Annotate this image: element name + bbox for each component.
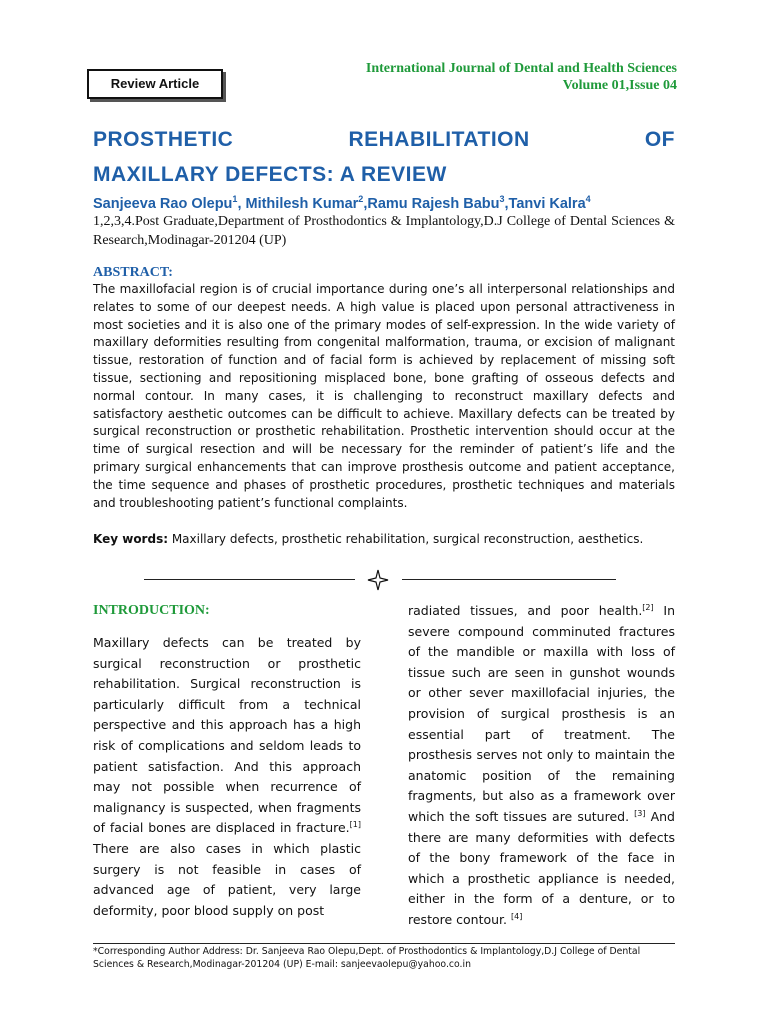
author-affiliation: 1,2,3,4.Post Graduate,Department of Prosthodontics & Implantology,D.J College of Dental Sciences & Research,Modinagar-201204 (UP)	[93, 214, 675, 248]
intro-text: radiated tissues, and poor health.	[408, 603, 643, 618]
title-word: PROSTHETIC	[93, 128, 234, 151]
intro-text: Maxillary defects can be treated by surgical reconstruction or prosthetic rehabilitation. Surgical reconstruction is particularly difficult from a technical perspective and this approach has a high risk of complications and seldom leads to patient satisfaction. And this approach may not possible when recurrence of malignancy is suspected, when fragments of facial bones are displaced in fracture.	[93, 635, 361, 836]
separator-line-left	[144, 579, 355, 580]
author-separator: ,	[363, 195, 368, 212]
introduction-heading: INTRODUCTION:	[93, 603, 210, 618]
paper-title-line2: MAXILLARY DEFECTS: A REVIEW	[93, 163, 447, 186]
corresponding-author-footnote: *Corresponding Author Address: Dr. Sanjeeva Rao Olepu,Dept. of Prosthodontics & Implantology,D.J College of Dental Sciences & Research,Modinagar-201204 (UP) E-mail: sanjeevaolepu@yahoo.co.in	[93, 946, 641, 970]
footnote-rule	[93, 943, 675, 944]
author-name: Sanjeeva Rao Olepu	[93, 195, 233, 212]
author-name: Mithilesh Kumar	[245, 195, 359, 212]
author-affil-mark: 2	[358, 194, 364, 204]
intro-column-right	[408, 601, 675, 931]
intro-column-left	[93, 633, 361, 921]
citation-ref: [1]	[349, 820, 361, 830]
journal-header	[366, 60, 677, 94]
keywords-text: Maxillary defects, prosthetic rehabilitation, surgical reconstruction, aesthetics.	[168, 532, 644, 546]
volume-issue: Volume 01,Issue 04	[562, 78, 677, 93]
paper-title-line1	[93, 128, 675, 152]
abstract-text: The maxillofacial region is of crucial importance during one’s all interpersonal relationships and relates to some of our deepest needs. A high value is placed upon personal attractiveness in most societies and it is also one of the primary modes of self-expression. In the wide variety of maxillary deformities resulting from congenital malformation, trauma, or excision of malignant tissue, restoration of function and of facial form is achieved by replacement of missing soft tissue, sectioning and repositioning misplaced bone, bone grafting of osseous defects and normal contour. In many cases, it is challenging to reconstruct maxillary defects and satisfactory aesthetic outcomes can be difficult to achieve. Maxillary defects can be treated by surgical reconstruction or prosthetic rehabilitation. Prosthetic intervention should occur at the time of surgical resection and will be necessary for the reminder of patient’s life and the primary surgical enhancements that can improve prosthesis outcome and patient acceptance, the time sequence and phases of prosthetic procedures, prosthetic techniques and materials and troubleshooting patient’s functional complaints.	[93, 282, 675, 510]
four-point-star-icon	[367, 569, 389, 591]
citation-ref: [4]	[511, 911, 523, 921]
citation-ref: [3]	[634, 808, 646, 818]
intro-text: There are also cases in which plastic surgery is not feasible in cases of advanced age of patient, very large deformity, poor blood supply on post	[93, 840, 361, 918]
citation-ref: [2]	[642, 602, 654, 612]
author-affil-mark: 3	[499, 194, 505, 204]
author-separator: ,	[237, 195, 246, 212]
intro-text: In severe compound comminuted fractures of the mandible or maxilla with loss of tissue such are seen in gunshot wounds or other sever maxillofacial injuries, the provision of surgical prosthesis is an essential part of treatment. The prosthesis serves not only to maintain the anatomic position of the remaining fragments, but also as a framework over which the soft tissues are sutured.	[408, 603, 675, 824]
separator-line-right	[402, 579, 616, 580]
abstract-heading: ABSTRACT:	[93, 265, 173, 280]
author-name: Ramu Rajesh Babu	[367, 195, 500, 212]
title-word: REHABILITATION	[348, 128, 530, 151]
author-name: Tanvi Kalra	[508, 195, 586, 212]
journal-name: International Journal of Dental and Health Sciences	[365, 61, 677, 76]
article-type-badge: Review Article	[87, 69, 223, 99]
author-affil-mark: 1	[232, 194, 238, 204]
intro-text: And there are many deformities with defects of the bony framework of the face in which a prosthetic appliance is needed, either in the form of a denture, or to restore contour.	[408, 808, 675, 927]
author-separator: ,	[504, 195, 509, 212]
keywords-label: Key words:	[93, 532, 169, 546]
title-word: OF	[644, 128, 675, 151]
author-list	[93, 194, 591, 212]
keywords-line	[93, 531, 675, 549]
author-affil-mark: 4	[585, 194, 591, 204]
